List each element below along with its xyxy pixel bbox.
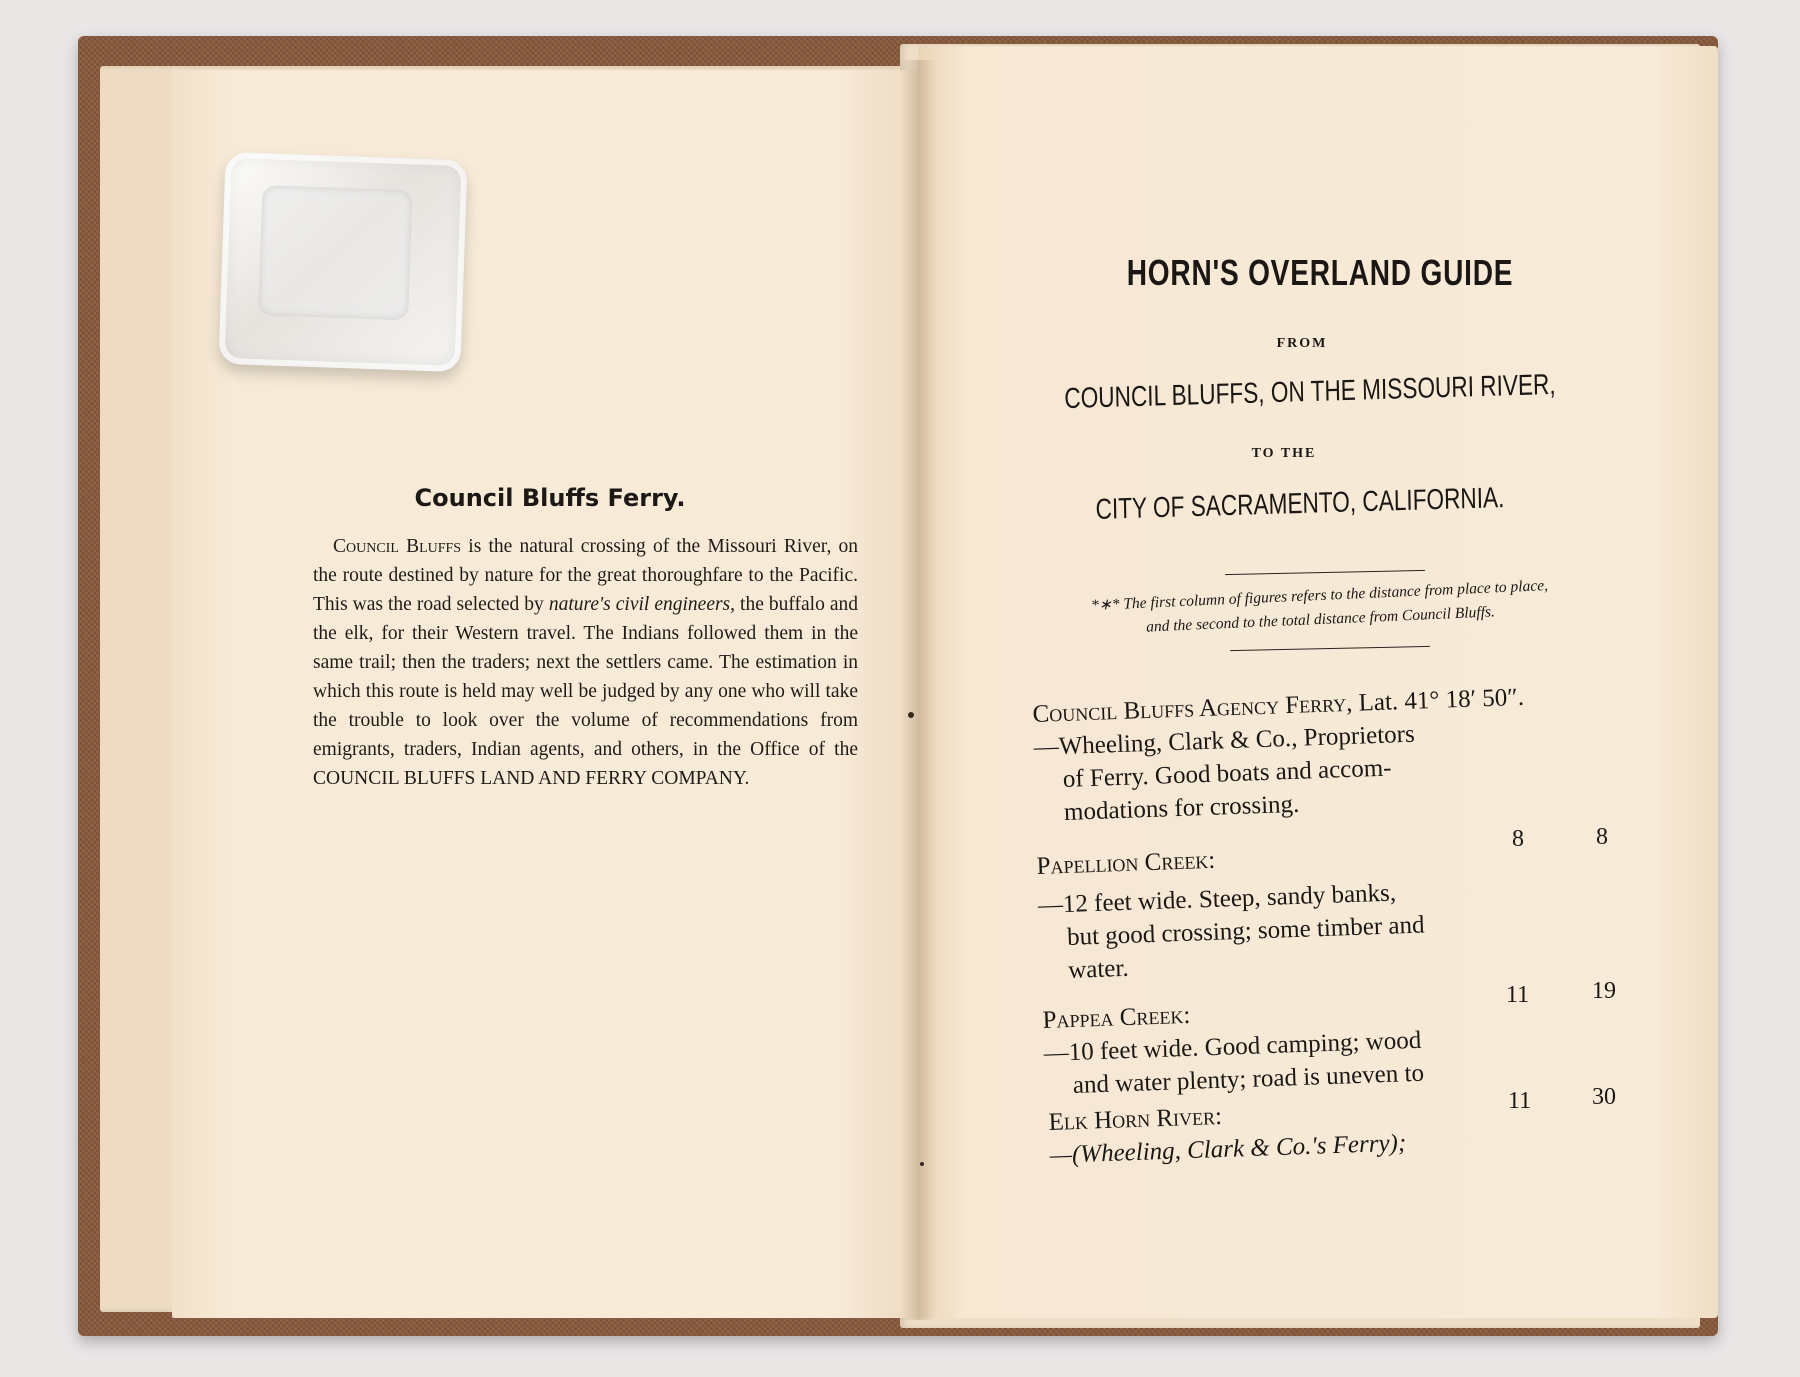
entry-name: Council Bluffs Agency Ferry, — [1032, 689, 1353, 728]
entry-line: of Ferry. Good boats and accom- — [1062, 754, 1392, 793]
entry-council-bluffs — [1032, 681, 1528, 830]
total-distance-value: 8 — [1596, 824, 1608, 850]
entry-line: modations for crossing. — [1063, 790, 1300, 826]
entry-line: —12 feet wide. Steep, sandy banks, — [1037, 879, 1397, 919]
total-distance-value: 30 — [1592, 1084, 1616, 1110]
from-label: FROM — [1276, 336, 1328, 351]
entry-line: but good crossing; some timber and — [1066, 911, 1425, 951]
note-line-2: and the second to the total distance from Council Bluffs. — [1145, 603, 1496, 636]
entry-name: Pappea Creek: — [1042, 1001, 1191, 1034]
entry-papellion-creek — [1036, 837, 1426, 988]
lead-small-caps: Council Bluffs — [333, 536, 462, 557]
entry-name: Elk Horn River: — [1048, 1102, 1223, 1136]
to-the-label: TO THE — [1251, 446, 1317, 461]
page-mark — [908, 712, 914, 718]
glass-paperweight — [218, 152, 467, 372]
destination-line: CITY OF SACRAMENTO, CALIFORNIA. — [1095, 482, 1505, 526]
entry-line: —10 feet wide. Good camping; wood — [1043, 1026, 1422, 1067]
distance-value: 8 — [1512, 826, 1524, 852]
entry-name: Papellion Creek: — [1036, 846, 1216, 880]
distance-value: 11 — [1508, 1088, 1532, 1114]
guide-title: HORN'S OVERLAND GUIDE — [1126, 252, 1514, 293]
book-gutter — [900, 60, 936, 1320]
entry-suffix: Lat. 41° 18′ 50″. — [1351, 683, 1525, 717]
note-line-1: The first column of figures refers to the distance from place to place, — [1123, 577, 1549, 613]
paragraph-text-1: is the natural crossing of the Missouri River, on the route destined by nature for the great thoroughfare to the Pacific. This was the road selected by — [313, 536, 859, 615]
note-marker: *∗* — [1090, 595, 1120, 614]
entry-elk-horn-river — [1048, 1094, 1407, 1172]
entry-line: and water plenty; road is uneven to — [1072, 1059, 1425, 1099]
distance-value: 11 — [1506, 982, 1530, 1008]
paragraph-text-2: the buffalo and the elk, for their Western travel. The Indians followed them in the same trail; then the traders; next the settlers came. The estimation in which this route is held may well be judged by any one who will take the trouble to look over the volume of recommendations from emigrants, traders, Indian agents, and others, in the Office of the COUNCIL BLUFFS LAND AND FERRY COMPANY. — [313, 594, 858, 789]
entry-line: —(Wheeling, Clark & Co.'s Ferry); — [1049, 1129, 1407, 1169]
total-distance-value: 19 — [1592, 978, 1616, 1004]
entry-line: water. — [1067, 954, 1130, 984]
paragraph-italic: nature's civil engineers, — [548, 594, 736, 615]
page-mark — [920, 1162, 924, 1166]
entry-line: —Wheeling, Clark & Co., Proprietors — [1033, 720, 1416, 761]
left-page-title: Council Bluffs Ferry. — [414, 484, 686, 512]
entry-pappea-creek — [1042, 991, 1425, 1103]
origin-line: COUNCIL BLUFFS, ON THE MISSOURI RIVER, — [1064, 368, 1556, 416]
left-page-paragraph — [313, 532, 858, 793]
